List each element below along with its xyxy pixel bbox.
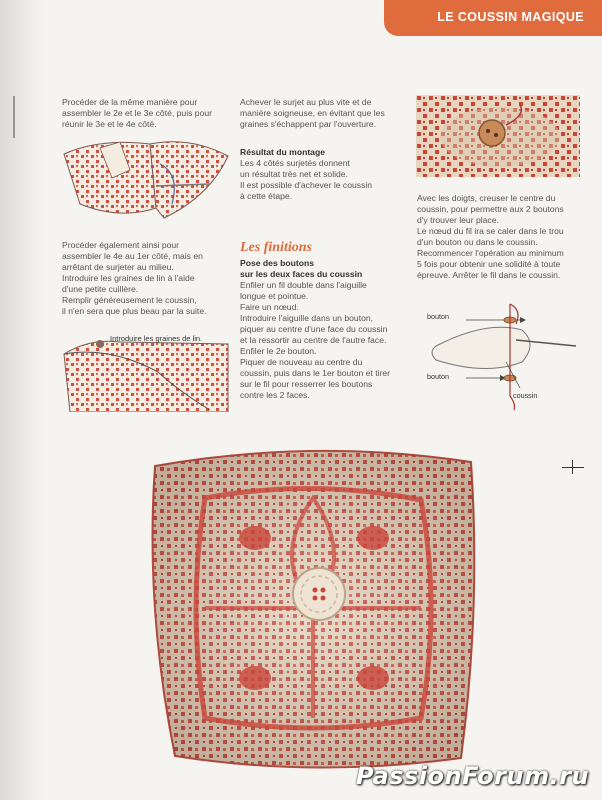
photo-button-closeup <box>416 95 580 177</box>
text-line: d'y trouver leur place. <box>417 215 499 225</box>
label-bouton-bottom: bouton <box>427 372 449 381</box>
illustration-sewing-sides <box>60 134 232 226</box>
subheading-line: sur les deux faces du coussin <box>240 269 363 279</box>
chapter-header <box>384 0 602 36</box>
text-line: d'un bouton ou dans le coussin. <box>417 237 538 247</box>
crop-mark <box>562 467 584 468</box>
text-line: Enfiler un fil double dans l'aiguille <box>240 280 367 290</box>
text-line: contre les 2 faces. <box>240 390 310 400</box>
text-line: Introduire les graines de lin à l'aide <box>62 273 195 283</box>
col1-paragraph-2 <box>62 240 207 317</box>
text-line: piquer au centre d'une face du coussin <box>240 324 388 334</box>
photo-finished-pillow <box>145 438 481 778</box>
text-line: assembler le 4e au 1er côté, mais en <box>62 251 203 261</box>
label-bouton-top: bouton <box>427 312 449 321</box>
result-heading: Résultat du montage <box>240 147 325 157</box>
text-line: et la ressortir au centre de l'autre face. <box>240 335 387 345</box>
subheading-line: Pose des boutons <box>240 258 315 268</box>
col2-finishing <box>240 258 390 401</box>
col2-result <box>240 147 372 202</box>
text-line: Avec les doigts, creuser le centre du <box>417 193 556 203</box>
text-line: Recommencer l'opération au minimum <box>417 248 564 258</box>
text-line: arrêtant de surjeter au milieu. <box>62 262 174 272</box>
text-line: Achever le surjet au plus vite et de <box>240 97 372 107</box>
text-line: épreuve. Arrêter le fil dans le coussin. <box>417 270 561 280</box>
text-line: un résultat très net et solide. <box>240 169 348 179</box>
label-coussin: coussin <box>513 391 538 400</box>
text-line: graines s'échappent par l'ouverture. <box>240 119 377 129</box>
text-line: à cette étape. <box>240 191 293 201</box>
col1-paragraph-1 <box>62 97 212 130</box>
page-gutter <box>0 0 44 800</box>
section-title: Les finitions <box>240 240 312 255</box>
illustration-caption: Introduire les graines de lin. <box>110 334 203 343</box>
text-line: Introduire l'aiguille dans un bouton, <box>240 313 374 323</box>
text-line: 5 fois pour obtenir une solidité à toute <box>417 259 561 269</box>
text-line: Piquer de nouveau au centre du <box>240 357 363 367</box>
gutter-mark <box>13 96 15 138</box>
text-line: il n'en sera que plus beau par la suite. <box>62 306 207 316</box>
text-line: Le nœud du fil ira se caler dans le trou <box>417 226 564 236</box>
col2-paragraph-1 <box>240 97 385 130</box>
text-line: Faire un nœud. <box>240 302 299 312</box>
illustration-filling-seeds <box>60 332 232 412</box>
col3-paragraph <box>417 193 564 281</box>
text-line: longue et pointue. <box>240 291 309 301</box>
text-line: Les 4 côtés surjetés donnent <box>240 158 350 168</box>
text-line: Procéder de la même manière pour <box>62 97 198 107</box>
text-line: d'une petite cuillère. <box>62 284 139 294</box>
text-line: coussin, pour permettre aux 2 boutons <box>417 204 564 214</box>
text-line: sur le fil pour resserrer les boutons <box>240 379 373 389</box>
watermark: PassionForum.ru <box>356 762 590 790</box>
text-line: Il est possible d'achever le coussin <box>240 180 373 190</box>
illustration-button-diagram <box>426 300 582 412</box>
text-line: Procéder également ainsi pour <box>62 240 180 250</box>
chapter-title: LE COUSSIN MAGIQUE <box>437 10 584 24</box>
text-line: Remplir généreusement le coussin, <box>62 295 197 305</box>
text-line: Enfiler le 2e bouton. <box>240 346 317 356</box>
text-line: réunir le 3e et le 4e côté. <box>62 119 157 129</box>
text-line: coussin, puis dans le 1er bouton et tirer <box>240 368 391 378</box>
text-line: assembler le 2e et le 3e côté, puis pour <box>62 108 213 118</box>
text-line: manière soigneuse, en évitant que les <box>240 108 385 118</box>
